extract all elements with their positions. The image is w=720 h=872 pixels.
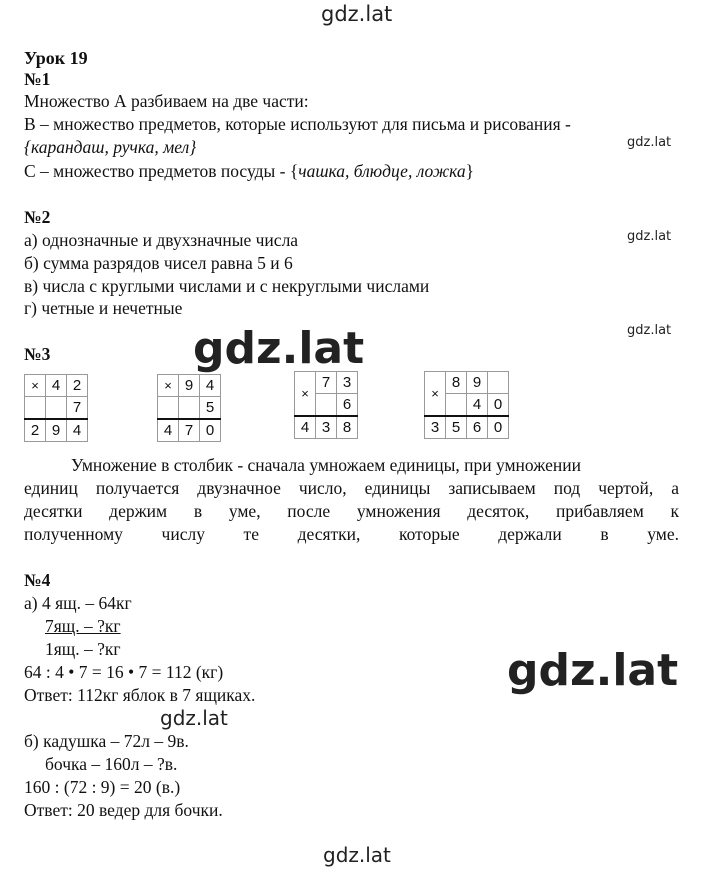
digit: 5 xyxy=(200,397,221,420)
multiply-sign: × xyxy=(25,375,46,397)
digit: 7 xyxy=(179,419,200,442)
column-multiplication xyxy=(424,371,509,439)
digit: 9 xyxy=(46,419,67,442)
digit xyxy=(316,394,337,417)
digit: 7 xyxy=(67,397,88,420)
watermark-large: gdz.lat xyxy=(507,645,679,696)
task-number: №3 xyxy=(24,344,51,364)
digit: 7 xyxy=(316,372,337,394)
digit: 4 xyxy=(200,375,221,397)
list-item: б) сумма разрядов чисел равна 5 и 6 xyxy=(24,253,293,273)
watermark-large: gdz.lat xyxy=(193,323,365,374)
task-text xyxy=(24,160,474,182)
task-text: б) кадушка – 72л – 9в. xyxy=(24,731,189,751)
digit: 2 xyxy=(67,375,88,397)
digit xyxy=(25,397,46,420)
digit: 8 xyxy=(446,372,467,394)
watermark-medium: gdz.lat xyxy=(160,706,228,730)
digit: 6 xyxy=(337,394,358,417)
digit xyxy=(446,394,467,417)
digit: 0 xyxy=(488,416,509,439)
solution: 160 : (72 : 9) = 20 (в.) xyxy=(24,777,181,797)
task-text: бочка – 160л – ?в. xyxy=(45,754,178,774)
multiply-sign: × xyxy=(158,375,179,397)
list-item: г) четные и нечетные xyxy=(24,298,183,318)
digit: 9 xyxy=(467,372,488,394)
watermark-bottom: gdz.lat xyxy=(323,843,391,867)
text-segment: С – множество предметов посуды - { xyxy=(24,161,299,181)
watermark-small: gdz.lat xyxy=(627,229,672,244)
digit xyxy=(158,397,179,420)
watermark-top: gdz.lat xyxy=(321,2,393,26)
task-text: 7ящ. – ?кг xyxy=(45,616,121,636)
column-multiplication xyxy=(157,374,221,442)
digit: 4 xyxy=(295,416,316,439)
digit xyxy=(179,397,200,420)
digit: 3 xyxy=(337,372,358,394)
digit: 4 xyxy=(67,419,88,442)
explanation-text: десятки держим в уме, после умножения десяток, прибавляем к xyxy=(24,501,679,521)
explanation-text: Умножение в столбик - сначала умножаем единицы, при умножении xyxy=(71,455,581,475)
text-segment: чашка, блюдце, ложка xyxy=(298,161,466,181)
digit: 8 xyxy=(337,416,358,439)
list-item: а) однозначные и двухзначные числа xyxy=(24,230,299,250)
task-text: Множество А разбиваем на две части: xyxy=(24,91,309,111)
watermark-small: gdz.lat xyxy=(627,135,672,150)
digit: 4 xyxy=(46,375,67,397)
list-item: в) числа с круглыми числами и с некруглыми числами xyxy=(24,276,430,296)
digit xyxy=(46,397,67,420)
lesson-title: Урок 19 xyxy=(24,48,88,68)
column-multiplication xyxy=(294,371,358,439)
text-segment: } xyxy=(465,161,475,181)
task-number: №1 xyxy=(24,69,51,89)
digit: 4 xyxy=(158,419,179,442)
digit: 3 xyxy=(316,416,337,439)
task-text: 1ящ. – ?кг xyxy=(45,639,121,659)
explanation-text: единиц получается двузначное число, единицы записываем под чертой, а xyxy=(24,478,679,498)
digit: 5 xyxy=(446,416,467,439)
task-number: №2 xyxy=(24,207,51,227)
digit: 0 xyxy=(488,394,509,417)
solution: 64 : 4 • 7 = 16 • 7 = 112 (кг) xyxy=(24,662,224,682)
multiply-sign: × xyxy=(425,372,446,417)
multiply-sign: × xyxy=(295,372,316,417)
task-text: а) 4 ящ. – 64кг xyxy=(24,593,132,613)
answer: Ответ: 20 ведер для бочки. xyxy=(24,800,223,820)
digit: 2 xyxy=(25,419,46,442)
digit xyxy=(488,372,509,394)
answer: Ответ: 112кг яблок в 7 ящиках. xyxy=(24,685,256,705)
task-text: {карандаш, ручка, мел} xyxy=(24,137,197,157)
watermark-small: gdz.lat xyxy=(627,323,672,338)
explanation-text: полученному числу те десятки, которые держали в уме. xyxy=(24,524,679,544)
task-number: №4 xyxy=(24,570,51,590)
column-multiplication xyxy=(24,374,88,442)
task-text: В – множество предметов, которые используют для письма и рисования - xyxy=(24,114,571,134)
digit: 3 xyxy=(425,416,446,439)
digit: 0 xyxy=(200,419,221,442)
digit: 4 xyxy=(467,394,488,417)
digit: 6 xyxy=(467,416,488,439)
digit: 9 xyxy=(179,375,200,397)
